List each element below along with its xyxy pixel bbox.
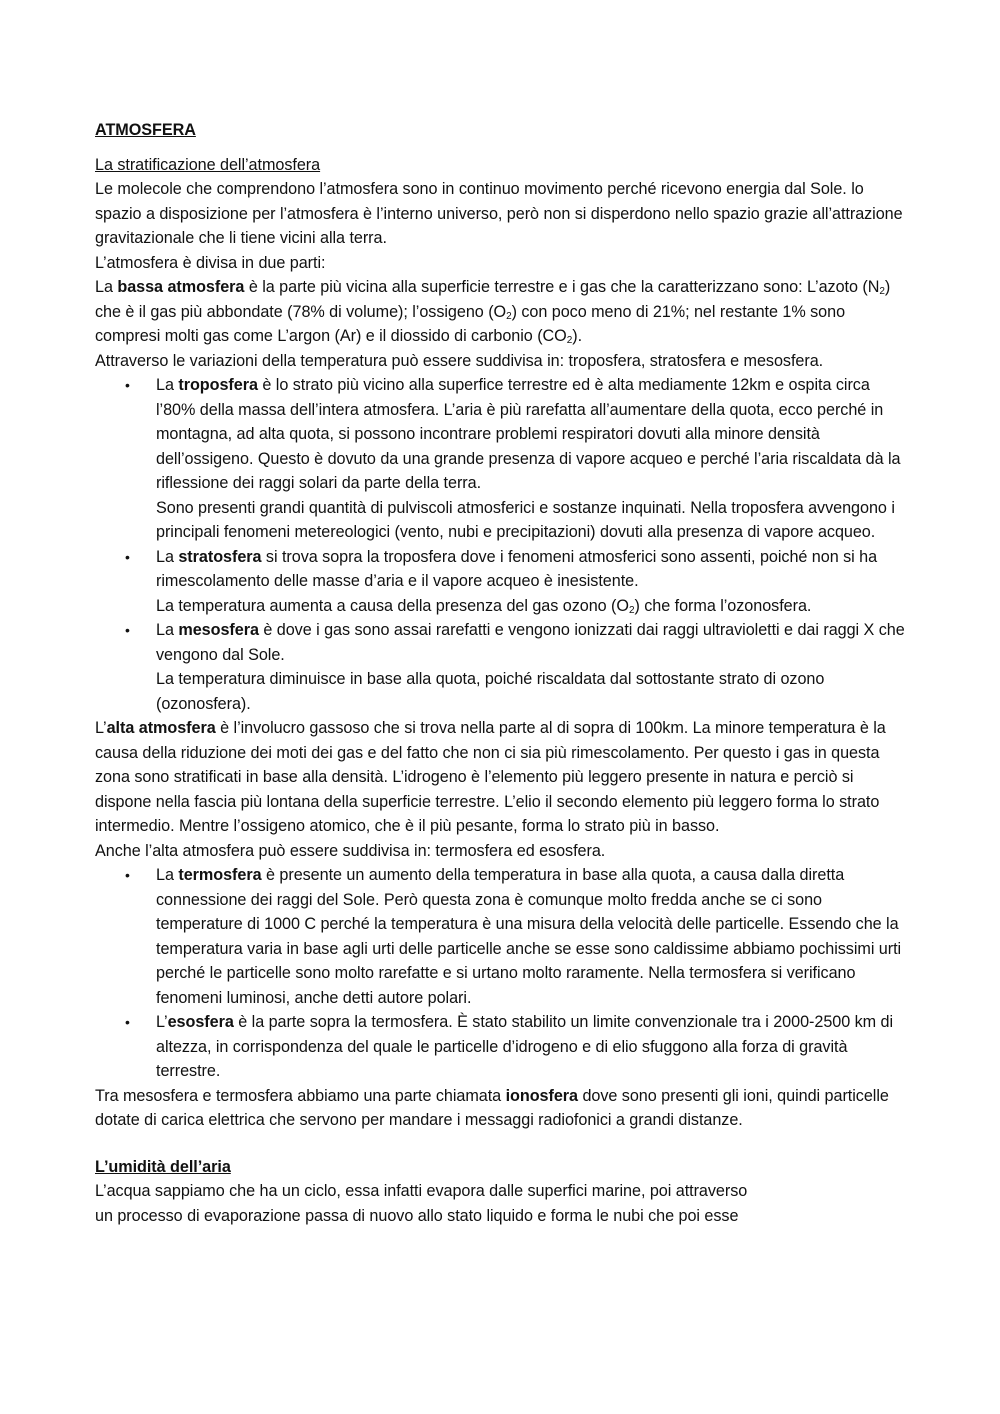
bullet-icon: • — [125, 548, 130, 565]
paragraph-variazioni: Attraverso le variazioni della temperatura può essere suddivisa in: troposfera, stratosfera e mesosfera. — [95, 351, 824, 370]
list-item-mesosfera: • La mesosfera è dove i gas sono assai rarefatti e vengono ionizzati dai raggi ultravioletti e dai raggi X che vengono dal Sole. La temperatura diminuisce in base alla quota, poiché riscaldata dal sottostante strato di ozono (ozonosfera). — [95, 618, 910, 716]
paragraph-umidita-line1: L’acqua sappiamo che ha un ciclo, essa infatti evapora dalle superfici marine, poi attraverso — [95, 1182, 748, 1200]
paragraph-alta-divisa: Anche l’alta atmosfera può essere suddivisa in: termosfera ed esosfera. — [95, 841, 606, 860]
section-heading-stratificazione: La stratificazione dell’atmosfera — [95, 155, 321, 174]
paragraph-umidita-line2: un processo di evaporazione passa di nuovo allo stato liquido e forma le nubi che poi esse — [95, 1206, 739, 1225]
bullet-icon: • — [125, 867, 130, 883]
paragraph-bassa-atmosfera: La bassa atmosfera è la parte più vicina alla superficie terrestre e i gas che la caratterizzano sono: L’azoto $(N_2)$ che è il gas più abbondate (78% di volume); l’ossigeno $(O_2)$ con poco meno di 21%; nel restante 1% sono compresi molti gas come L’argon (Ar) e il diossido di carbonio $(CO_2)$. — [95, 278, 891, 346]
document-page — [95, 118, 910, 1228]
bullet-list-bassa — [95, 373, 910, 716]
list-item-termosfera: • La termosfera è presente un aumento della temperatura in base alla quota, a causa dalla diretta connessione dei raggi del Sole. Però questa zona è comunque molto fredda anche se ci sono temperature di 1000 C perché la temperatura è una misura della velocità delle particelle. Essendo che la temperatura varia in base agli urti delle particelle anche se esse sono caldissime abbiamo pochissimi urti perché le particelle sono molto rarefatte e si urtano molto raramente. Nella termosfera si verificano fenomeni luminosi, anche detti autore polari. — [95, 863, 910, 1010]
term-termosfera: termosfera — [178, 866, 262, 884]
paragraph-alta-atmosfera: L’alta atmosfera è l’involucro gassoso che si trova nella parte al di sopra di 100km. La minore temperatura è la causa della riduzione dei moti dei gas e del fatto che non ci sia più rimescolamento. Per questo i gas in questa zona sono stratificati in base alla densità. L’idrogeno è l’elemento più leggero presente in natura e perciò si dispone nella fascia più lontana della superficie terrestre. L’elio il secondo elemento più leggero forma lo strato intermedio. Mentre l’ossigeno atomico, che è il più pesante, forma lo strato più in basso. — [95, 719, 886, 835]
bullet-icon: • — [125, 622, 130, 638]
document-title: ATMOSFERA — [95, 121, 196, 139]
mesosfera-continuation: La temperatura diminuisce in base alla quota, poiché riscaldata dal sottostante strato di ozono (ozonosfera). — [156, 670, 825, 713]
term-alta-atmosfera: alta atmosfera — [106, 719, 216, 737]
bullet-icon: • — [125, 1014, 130, 1030]
paragraph-divided: L’atmosfera è divisa in due parti: — [95, 253, 326, 272]
term-mesosfera: mesosfera — [178, 621, 259, 639]
paragraph-intro: Le molecole che comprendono l’atmosfera sono in continuo movimento perché ricevono energia dal Sole. lo spazio a disposizione per l’atmosfera è l’interno universo, però non si disperdono nello spazio grazie all’attrazione gravitazionale che li tiene vicini alla terra. — [95, 180, 903, 247]
term-troposfera: troposfera — [178, 376, 258, 394]
term-stratosfera: stratosfera — [178, 547, 262, 566]
stratosfera-continuation: La temperatura aumenta a causa della presenza del gas ozono $(O_2)$ che forma l’ozonosfera. — [156, 596, 812, 616]
term-bassa-atmosfera: bassa atmosfera — [117, 278, 245, 296]
section-heading-umidita: L’umidità dell’aria — [95, 1157, 231, 1176]
term-ionosfera: ionosfera — [505, 1086, 579, 1105]
paragraph-ionosfera: Tra mesosfera e termosfera abbiamo una parte chiamata ionosfera dove sono presenti gli ioni, quindi particelle dotate di carica elettrica che servono per mandare i messaggi radiofonici a grandi distanze. — [95, 1086, 889, 1129]
list-item-esosfera: • L’esosfera è la parte sopra la termosfera. È stato stabilito un limite convenzionale tra i 2000-2500 km di altezza, in corrispondenza del quale le particelle d’idrogeno e di elio sfuggono alla forza di gravità terrestre. — [95, 1010, 910, 1084]
troposfera-continuation: Sono presenti grandi quantità di pulviscoli atmosferici e sostanze inquinati. Nella troposfera avvengono i principali fenomeni metereologici (vento, nubi e precipitazioni) dovuti alla presenza di vapore acqueo. — [156, 498, 895, 541]
bullet-list-alta — [95, 863, 910, 1084]
bullet-icon: • — [125, 377, 130, 393]
term-esosfera: esosfera — [167, 1013, 234, 1031]
list-item-stratosfera: • La stratosfera si trova sopra la troposfera dove i fenomeni atmosferici sono assenti, poiché non si ha rimescolamento delle masse d’aria e il vapore acqueo è inesistente. La temperatura aumenta a causa della presenza del gas ozono $(O_2)$ che forma l’ozonosfera. — [95, 545, 910, 619]
list-item-troposfera: • La troposfera è lo strato più vicino alla superfice terrestre ed è alta mediamente 12km e ospita circa l’80% della massa dell’intera atmosfera. L’aria è più rarefatta all’aumentare della quota, ecco perché in montagna, ad alta quota, si possono incontrare problemi respiratori dovuti alla minore densità dell’ossigeno. Questo è dovuto da una grande presenza di vapore acqueo e perché l’aria riscaldata dà la riflessione dei raggi solari da parte della terra. Sono presenti grandi quantità di pulviscoli atmosferici e sostanze inquinati. Nella troposfera avvengono i principali fenomeni metereologici (vento, nubi e precipitazioni) dovuti alla presenza di vapore acqueo. — [95, 373, 910, 545]
